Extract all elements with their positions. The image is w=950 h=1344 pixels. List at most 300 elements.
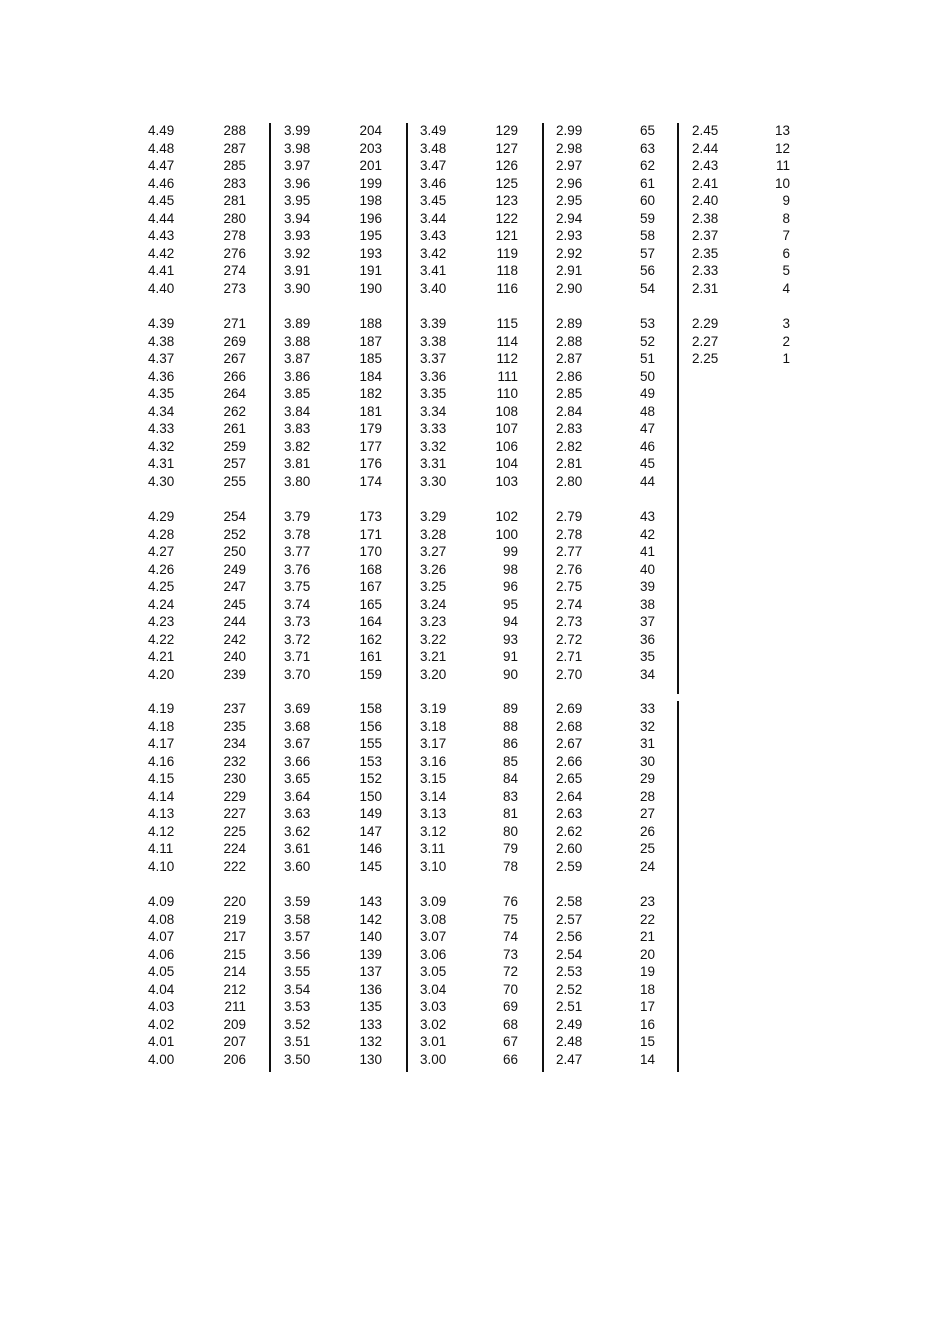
percentile-cell: 219: [223, 911, 246, 927]
percentile-cell: 66: [502, 1051, 518, 1067]
score-cell: 4.15: [148, 771, 175, 786]
score-cell: 2.68: [556, 718, 583, 734]
score-cell: 3.64: [284, 788, 311, 804]
percentile-cell: 227: [223, 806, 246, 821]
score-cell: 2.62: [556, 823, 583, 839]
percentile-cell: 173: [359, 509, 382, 524]
score-cell: 2.98: [556, 140, 583, 156]
score-cell: 3.68: [284, 718, 311, 734]
score-cell: 4.43: [148, 228, 175, 243]
percentile-cell: 127: [495, 140, 518, 156]
percentile-cell: 59: [639, 210, 655, 226]
score-cell: 3.10: [420, 858, 447, 874]
percentile-cell: 136: [359, 981, 382, 997]
column-divider: [677, 701, 679, 1072]
score-cell: 4.04: [148, 981, 175, 997]
percentile-cell: 164: [359, 614, 382, 629]
score-cell: 4.08: [148, 911, 175, 927]
percentile-cell: 54: [639, 280, 655, 296]
score-cell: 3.87: [284, 351, 311, 366]
score-cell: 2.78: [556, 526, 583, 542]
score-cell: 3.53: [284, 999, 311, 1014]
score-cell: 3.59: [284, 894, 311, 909]
percentile-cell: 222: [223, 858, 246, 874]
score-cell: 3.79: [284, 509, 311, 524]
score-cell: 2.95: [556, 193, 583, 208]
score-cell: 2.83: [556, 421, 583, 436]
percentile-cell: 85: [502, 753, 518, 769]
score-cell: 3.17: [420, 736, 447, 751]
score-cell: 4.10: [148, 858, 175, 874]
score-cell: 3.06: [420, 946, 447, 962]
percentile-cell: 220: [223, 894, 246, 909]
score-cell: 3.03: [420, 999, 447, 1014]
score-cell: 3.35: [420, 386, 447, 401]
percentile-cell: 184: [359, 368, 382, 384]
score-cell: 3.30: [420, 473, 447, 489]
percentile-cell: 27: [639, 806, 655, 821]
percentile-cell: 177: [359, 438, 382, 454]
score-cell: 3.44: [420, 210, 447, 226]
score-cell: 4.02: [148, 1016, 175, 1032]
score-cell: 3.20: [420, 666, 447, 682]
score-cell: 3.91: [284, 263, 311, 278]
score-cell: 3.62: [284, 823, 311, 839]
percentile-cell: 79: [502, 841, 518, 856]
percentile-cell: 15: [639, 1034, 655, 1049]
score-cell: 3.40: [420, 280, 447, 296]
percentile-cell: 93: [502, 631, 518, 647]
score-cell: 4.20: [148, 666, 175, 682]
score-cell: 3.75: [284, 579, 311, 594]
percentile-cell: 34: [639, 666, 655, 682]
score-cell: 3.42: [420, 245, 447, 261]
percentile-cell: 176: [359, 456, 382, 471]
percentile-cell: 32: [639, 718, 655, 734]
score-cell: 3.80: [284, 473, 311, 489]
score-cell: 4.12: [148, 823, 175, 839]
percentile-cell: 126: [495, 158, 518, 173]
score-cell: 4.49: [148, 123, 175, 138]
percentile-cell: 147: [359, 823, 382, 839]
score-cell: 4.06: [148, 946, 175, 962]
percentile-cell: 139: [359, 946, 382, 962]
score-cell: 2.77: [556, 544, 583, 559]
percentile-cell: 130: [359, 1051, 382, 1067]
percentile-cell: 193: [359, 245, 382, 261]
score-cell: 4.26: [148, 561, 175, 577]
score-cell: 2.45: [692, 123, 719, 138]
score-cell: 4.03: [148, 999, 175, 1014]
score-cell: 2.99: [556, 123, 583, 138]
percentile-cell: 209: [223, 1016, 246, 1032]
percentile-cell: 13: [774, 123, 790, 138]
score-cell: 4.27: [148, 544, 175, 559]
percentile-cell: 165: [359, 596, 382, 612]
percentile-cell: 170: [359, 544, 382, 559]
percentile-cell: 115: [496, 316, 518, 331]
percentile-cell: 44: [639, 473, 655, 489]
percentile-cell: 278: [223, 228, 246, 243]
percentile-cell: 239: [223, 666, 246, 682]
score-cell: 3.88: [284, 333, 311, 349]
percentile-cell: 50: [639, 368, 655, 384]
score-cell: 3.73: [284, 614, 311, 629]
percentile-cell: 158: [359, 701, 382, 716]
percentile-cell: 206: [223, 1051, 246, 1067]
score-cell: 3.89: [284, 316, 311, 331]
score-cell: 3.71: [284, 649, 311, 664]
score-cell: 3.33: [420, 421, 447, 436]
score-cell: 2.63: [556, 806, 583, 821]
percentile-cell: 188: [359, 316, 382, 331]
percentile-cell: 152: [359, 771, 382, 786]
score-cell: 2.58: [556, 894, 583, 909]
score-cell: 4.25: [148, 579, 175, 594]
score-cell: 3.16: [420, 753, 447, 769]
score-cell: 3.56: [284, 946, 311, 962]
percentile-cell: 149: [359, 806, 382, 821]
score-cell: 2.67: [556, 736, 583, 751]
score-cell: 2.27: [692, 333, 719, 349]
percentile-cell: 100: [495, 526, 518, 542]
percentile-cell: 49: [639, 386, 655, 401]
percentile-cell: 285: [223, 158, 246, 173]
percentile-cell: 242: [223, 631, 246, 647]
percentile-cell: 225: [223, 823, 246, 839]
percentile-cell: 190: [359, 280, 382, 296]
score-cell: 3.24: [420, 596, 447, 612]
percentile-cell: 135: [359, 999, 382, 1014]
percentile-cell: 75: [502, 911, 518, 927]
score-cell: 3.13: [420, 806, 447, 821]
percentile-cell: 244: [223, 614, 246, 629]
percentile-cell: 143: [359, 894, 382, 909]
percentile-cell: 273: [223, 280, 246, 296]
percentile-cell: 261: [223, 421, 246, 436]
percentile-cell: 78: [502, 858, 518, 874]
score-cell: 4.13: [148, 806, 175, 821]
score-cell: 2.47: [556, 1051, 583, 1067]
score-cell: 4.39: [148, 316, 175, 331]
score-cell: 4.32: [148, 438, 175, 454]
score-cell: 3.74: [284, 596, 311, 612]
percentile-cell: 162: [359, 631, 382, 647]
score-cell: 3.50: [284, 1051, 311, 1067]
percentile-cell: 3: [782, 316, 790, 331]
score-cell: 3.66: [284, 753, 311, 769]
percentile-cell: 48: [639, 403, 655, 419]
percentile-cell: 254: [223, 509, 246, 524]
score-cell: 4.16: [148, 753, 175, 769]
score-cell: 3.78: [284, 526, 311, 542]
score-cell: 3.97: [284, 158, 311, 173]
percentile-cell: 123: [495, 193, 518, 208]
score-cell: 2.44: [692, 140, 719, 156]
percentile-cell: 57: [639, 245, 655, 261]
score-cell: 2.49: [556, 1016, 583, 1032]
score-cell: 3.52: [284, 1016, 311, 1032]
percentile-cell: 195: [359, 228, 382, 243]
percentile-cell: 36: [639, 631, 655, 647]
percentile-cell: 4: [782, 280, 790, 296]
percentile-cell: 6: [782, 245, 790, 261]
percentile-cell: 145: [359, 858, 382, 874]
percentile-cell: 70: [502, 981, 518, 997]
percentile-cell: 276: [223, 245, 246, 261]
percentile-cell: 211: [224, 999, 246, 1014]
percentile-cell: 132: [359, 1034, 382, 1049]
score-cell: 3.81: [284, 456, 311, 471]
score-cell: 3.05: [420, 964, 447, 979]
score-cell: 2.76: [556, 561, 583, 577]
score-cell: 2.72: [556, 631, 583, 647]
score-cell: 2.91: [556, 263, 583, 278]
percentile-cell: 76: [502, 894, 518, 909]
score-cell: 4.48: [148, 140, 175, 156]
percentile-cell: 274: [223, 263, 246, 278]
percentile-cell: 112: [496, 351, 518, 366]
score-cell: 2.81: [556, 456, 583, 471]
percentile-cell: 86: [502, 736, 518, 751]
column-divider: [269, 123, 271, 1072]
percentile-cell: 171: [359, 526, 382, 542]
percentile-cell: 26: [639, 823, 655, 839]
percentile-cell: 25: [639, 841, 655, 856]
percentile-cell: 83: [502, 788, 518, 804]
score-cell: 3.95: [284, 193, 311, 208]
score-cell: 3.14: [420, 788, 447, 804]
score-cell: 4.19: [148, 701, 175, 716]
percentile-cell: 121: [495, 228, 518, 243]
score-cell: 3.00: [420, 1051, 447, 1067]
percentile-cell: 287: [223, 140, 246, 156]
percentile-cell: 42: [639, 526, 655, 542]
score-cell: 4.33: [148, 421, 175, 436]
percentile-cell: 111: [497, 368, 518, 384]
percentile-cell: 39: [639, 579, 655, 594]
percentile-cell: 247: [223, 579, 246, 594]
score-cell: 2.57: [556, 911, 583, 927]
percentile-cell: 204: [359, 123, 382, 138]
score-cell: 3.54: [284, 981, 311, 997]
percentile-cell: 89: [502, 701, 518, 716]
percentile-cell: 98: [502, 561, 518, 577]
percentile-cell: 271: [223, 316, 246, 331]
score-cell: 3.22: [420, 631, 447, 647]
score-cell: 2.53: [556, 964, 583, 979]
percentile-cell: 33: [639, 701, 655, 716]
score-cell: 4.34: [148, 403, 175, 419]
score-cell: 4.46: [148, 175, 175, 191]
score-cell: 3.01: [420, 1034, 447, 1049]
score-cell: 3.38: [420, 333, 447, 349]
percentile-cell: 53: [639, 316, 655, 331]
percentile-cell: 43: [639, 509, 655, 524]
score-cell: 3.82: [284, 438, 311, 454]
score-cell: 3.86: [284, 368, 311, 384]
score-cell: 4.31: [148, 456, 175, 471]
percentile-cell: 257: [223, 456, 246, 471]
percentile-cell: 262: [223, 403, 246, 419]
percentile-cell: 288: [223, 123, 246, 138]
score-cell: 2.38: [692, 210, 719, 226]
percentile-cell: 266: [223, 368, 246, 384]
percentile-cell: 60: [639, 193, 655, 208]
percentile-cell: 63: [639, 140, 655, 156]
percentile-cell: 230: [223, 771, 246, 786]
percentile-cell: 31: [639, 736, 655, 751]
score-cell: 4.21: [148, 649, 175, 664]
percentile-cell: 24: [639, 858, 655, 874]
score-cell: 4.42: [148, 245, 175, 261]
percentile-cell: 88: [502, 718, 518, 734]
score-cell: 2.70: [556, 666, 583, 682]
percentile-cell: 207: [223, 1034, 246, 1049]
percentile-cell: 203: [359, 140, 382, 156]
percentile-cell: 47: [639, 421, 655, 436]
percentile-cell: 237: [223, 701, 246, 716]
percentile-cell: 40: [639, 561, 655, 577]
score-cell: 2.74: [556, 596, 583, 612]
score-cell: 3.34: [420, 403, 447, 419]
score-cell: 3.04: [420, 981, 447, 997]
score-cell: 3.21: [420, 649, 447, 664]
score-cell: 3.58: [284, 911, 311, 927]
percentile-cell: 61: [639, 175, 655, 191]
percentile-cell: 46: [639, 438, 655, 454]
score-cell: 3.46: [420, 175, 447, 191]
score-cell: 2.52: [556, 981, 583, 997]
score-cell: 4.00: [148, 1051, 175, 1067]
score-cell: 3.84: [284, 403, 311, 419]
score-cell: 4.28: [148, 526, 175, 542]
percentile-cell: 198: [359, 193, 382, 208]
percentile-cell: 7: [782, 228, 790, 243]
percentile-cell: 16: [639, 1016, 655, 1032]
score-cell: 3.29: [420, 509, 447, 524]
score-cell: 3.43: [420, 228, 447, 243]
percentile-cell: 187: [359, 333, 382, 349]
percentile-cell: 146: [359, 841, 382, 856]
score-cell: 2.71: [556, 649, 583, 664]
score-cell: 2.25: [692, 351, 719, 366]
score-cell: 4.40: [148, 280, 175, 296]
score-cell: 2.35: [692, 245, 719, 261]
score-cell: 3.61: [284, 841, 311, 856]
percentile-cell: 191: [359, 263, 382, 278]
percentile-cell: 1: [782, 351, 790, 366]
percentile-cell: 37: [639, 614, 655, 629]
percentile-cell: 168: [359, 561, 382, 577]
percentile-cell: 65: [639, 123, 655, 138]
score-cell: 2.37: [692, 228, 719, 243]
score-cell: 2.54: [556, 946, 583, 962]
score-cell: 2.64: [556, 788, 583, 804]
percentile-cell: 107: [495, 421, 518, 436]
percentile-cell: 69: [502, 999, 518, 1014]
score-cell: 3.51: [284, 1034, 311, 1049]
score-cell: 3.92: [284, 245, 311, 261]
percentile-cell: 62: [639, 158, 655, 173]
percentile-cell: 214: [223, 964, 246, 979]
percentile-cell: 56: [639, 263, 655, 278]
score-cell: 3.65: [284, 771, 311, 786]
score-cell: 3.93: [284, 228, 311, 243]
score-cell: 4.44: [148, 210, 175, 226]
score-cell: 2.86: [556, 368, 583, 384]
percentile-cell: 181: [359, 403, 382, 419]
percentile-cell: 73: [502, 946, 518, 962]
score-cell: 3.85: [284, 386, 311, 401]
score-cell: 3.47: [420, 158, 447, 173]
percentile-cell: 118: [496, 263, 518, 278]
percentile-cell: 14: [639, 1051, 655, 1067]
percentile-cell: 182: [359, 386, 382, 401]
percentile-cell: 18: [639, 981, 655, 997]
percentile-cell: 155: [359, 736, 382, 751]
score-cell: 4.14: [148, 788, 175, 804]
score-cell: 2.89: [556, 316, 583, 331]
percentile-cell: 156: [359, 718, 382, 734]
score-cell: 4.45: [148, 193, 175, 208]
score-cell: 2.93: [556, 228, 583, 243]
percentile-cell: 122: [495, 210, 518, 226]
percentile-cell: 23: [639, 894, 655, 909]
score-cell: 3.11: [420, 841, 446, 856]
score-cell: 3.70: [284, 666, 311, 682]
score-cell: 3.32: [420, 438, 447, 454]
percentile-cell: 249: [223, 561, 246, 577]
score-cell: 2.88: [556, 333, 583, 349]
score-cell: 4.17: [148, 736, 175, 751]
percentile-cell: 234: [223, 736, 246, 751]
score-cell: 2.56: [556, 929, 583, 944]
percentile-cell: 142: [359, 911, 382, 927]
percentile-cell: 153: [359, 753, 382, 769]
score-cell: 3.18: [420, 718, 447, 734]
score-cell: 3.76: [284, 561, 311, 577]
score-cell: 2.41: [692, 175, 719, 191]
percentile-cell: 108: [495, 403, 518, 419]
percentile-cell: 137: [359, 964, 382, 979]
percentile-cell: 8: [782, 210, 790, 226]
score-cell: 3.12: [420, 823, 447, 839]
percentile-cell: 212: [223, 981, 246, 997]
score-cell: 4.09: [148, 894, 175, 909]
score-cell: 2.60: [556, 841, 583, 856]
score-cell: 4.29: [148, 509, 175, 524]
percentile-cell: 10: [774, 175, 790, 191]
score-cell: 2.51: [556, 999, 583, 1014]
percentile-cell: 29: [639, 771, 655, 786]
percentile-cell: 30: [639, 753, 655, 769]
percentile-cell: 252: [223, 526, 246, 542]
percentile-cell: 2: [782, 333, 790, 349]
score-cell: 3.08: [420, 911, 447, 927]
percentile-cell: 179: [359, 421, 382, 436]
percentile-cell: 159: [359, 666, 382, 682]
score-cell: 4.05: [148, 964, 175, 979]
percentile-cell: 68: [502, 1016, 518, 1032]
score-cell: 4.35: [148, 386, 175, 401]
score-cell: 3.94: [284, 210, 311, 226]
score-cell: 4.30: [148, 473, 175, 489]
percentile-cell: 264: [223, 386, 246, 401]
percentile-cell: 232: [223, 753, 246, 769]
score-cell: 2.29: [692, 316, 719, 331]
score-cell: 2.82: [556, 438, 583, 454]
